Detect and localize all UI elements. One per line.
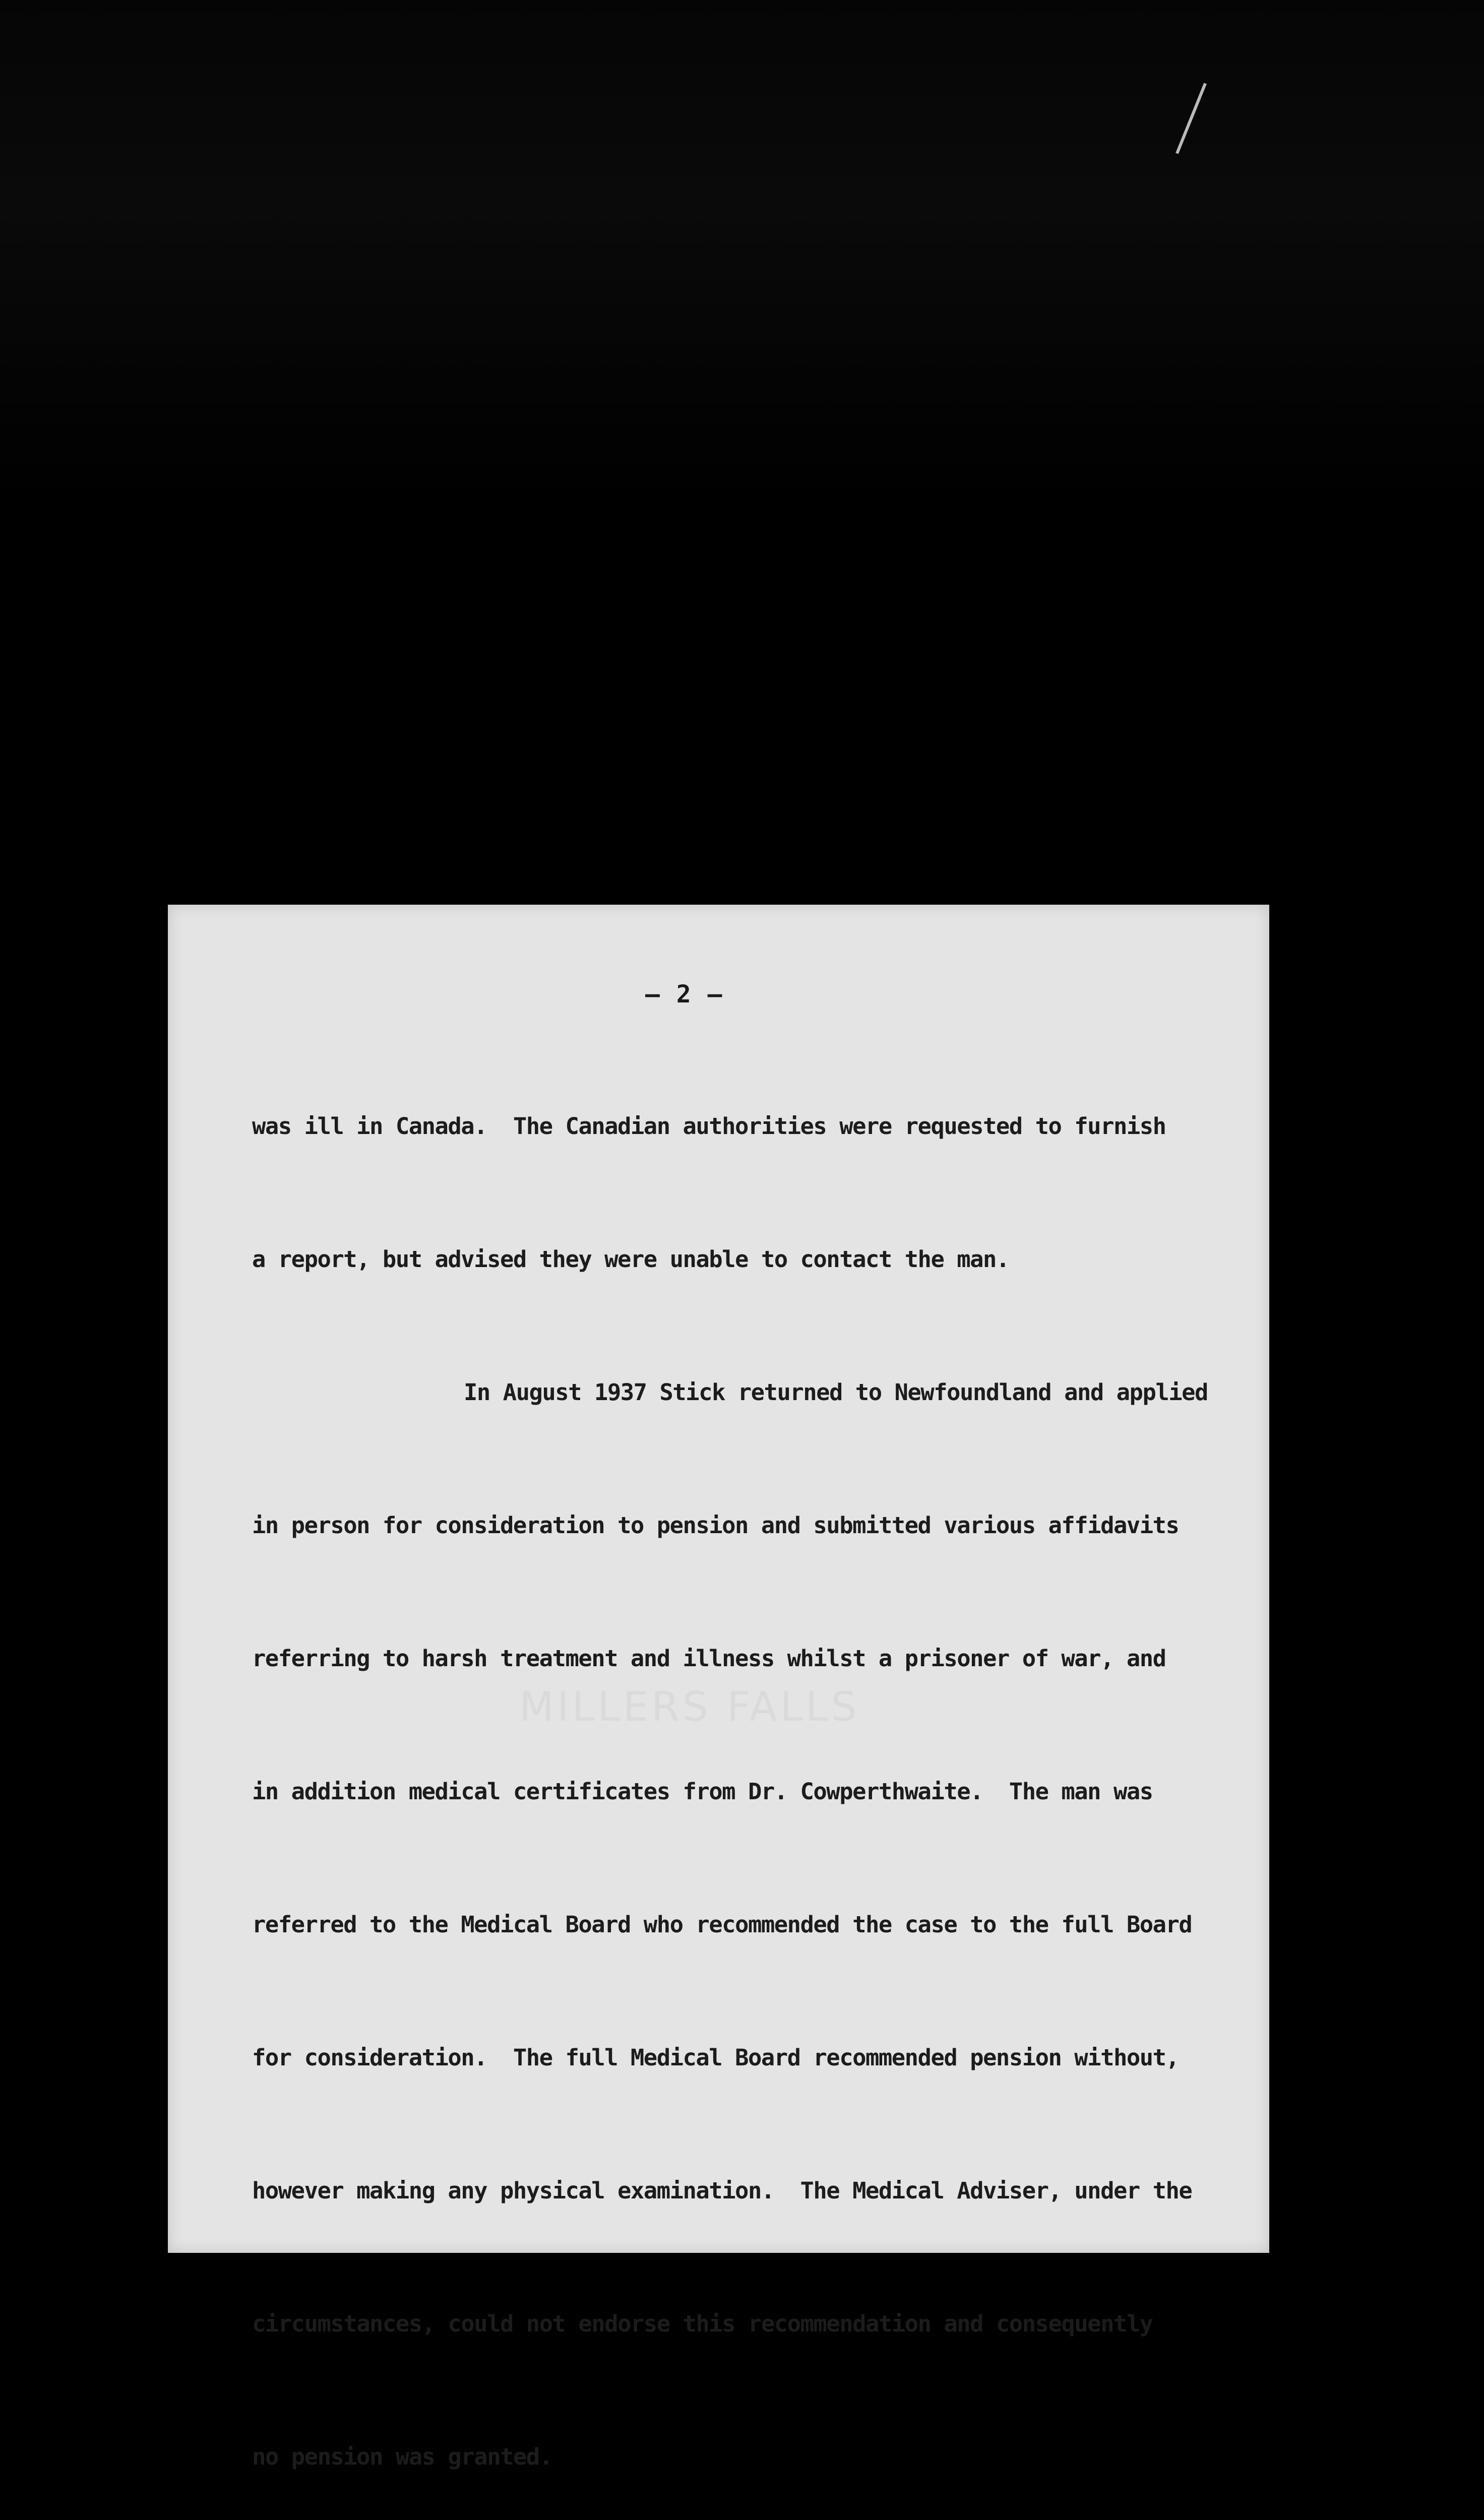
text-line: in person for consideration to pension and submitted various affidavits <box>252 1512 1179 1539</box>
text-line: referring to harsh treatment and illness whilst a prisoner of war, and <box>252 1645 1166 1672</box>
text-line: referred to the Medical Board who recommended the case to the full Board <box>252 1911 1192 1938</box>
text-line: in addition medical certificates from Dr. Cowperthwaite. The man was <box>252 1778 1153 1805</box>
paper-watermark: MILLERS FALLS <box>519 1683 860 1730</box>
text-line: however making any physical examination. The Medical Adviser, under the <box>252 2177 1192 2204</box>
text-line: for consideration. The full Medical Board recommended pension without, <box>252 2044 1179 2071</box>
text-line: In August 1937 Stick returned to Newfoundland and applied <box>464 1379 1208 1406</box>
text-line: circumstances, could not endorse this recommendation and consequently <box>252 2310 1153 2337</box>
text-line: no pension was granted. <box>252 2443 552 2470</box>
text-line: was ill in Canada. The Canadian authorities were requested to furnish <box>252 1113 1166 1140</box>
text-line: a report, but advised they were unable to contact the man. <box>252 1246 1009 1273</box>
page-number: — 2 — <box>645 980 723 1009</box>
document-body <box>252 1016 1235 2520</box>
scan-background-top <box>0 0 1484 504</box>
